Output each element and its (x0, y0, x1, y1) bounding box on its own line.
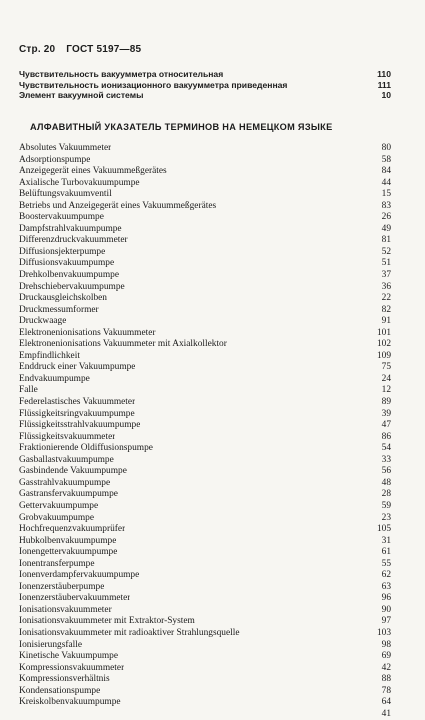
entry-number: 83 (381, 200, 391, 211)
entry-term: Absolutes Vakuummeter (19, 143, 112, 153)
list-item (19, 489, 391, 501)
entry-number: 80 (381, 143, 391, 153)
list-item (19, 536, 391, 548)
entry-term: Empfindlichkeit (19, 350, 80, 361)
entry-term: Diffusionsvakuumpumpe (19, 258, 115, 269)
entry-number: 49 (381, 223, 391, 234)
entry-term: Fraktionierende Öldiffusionspumpe (19, 443, 153, 454)
list-item (19, 189, 391, 201)
list-item (19, 212, 391, 224)
entry-term: Kondensationspumpe (19, 685, 101, 696)
list-item (19, 90, 391, 101)
section-title: АЛФАВИТНЫЙ УКАЗАТЕЛЬ ТЕРМИНОВ НА НЕМЕЦКОМ ЯЗЫКЕ (30, 122, 333, 132)
entry-number: 84 (381, 166, 391, 177)
list-item (19, 282, 391, 294)
entry-term: Ionentransferpumpe (19, 558, 95, 569)
page-label: Стр. 20 (19, 44, 56, 55)
entry-term: Flüssigkeitsringvakuumpumpe (19, 408, 135, 419)
list-item (19, 640, 391, 652)
list-item (19, 420, 391, 432)
list-item (19, 582, 391, 594)
list-item (19, 570, 391, 582)
entry-term: Hochfrequenzvakuumprüfer (19, 524, 126, 535)
entry-number: 48 (381, 477, 391, 488)
entry-number: 10 (381, 90, 391, 100)
entry-term: Axialische Turbovakuumpumpe (19, 177, 140, 188)
entry-term: Boostervakuumpumpe (19, 212, 104, 223)
entry-term: Diffusionsjekterpumpe (19, 246, 106, 257)
list-item (19, 628, 391, 640)
entry-number: 88 (381, 674, 391, 685)
entry-term: Druckmessumformer (19, 304, 99, 315)
list-item (19, 605, 391, 617)
list-item (19, 316, 391, 328)
list-item (19, 478, 391, 490)
entry-number: 90 (381, 604, 391, 615)
entry-number: 101 (376, 327, 391, 338)
entry-number: 98 (381, 639, 391, 650)
entry-number: 15 (381, 189, 391, 200)
entry-term: Gettervakuumpumpe (19, 500, 99, 511)
entry-number: 89 (381, 397, 391, 408)
list-item (19, 385, 391, 397)
list-item (19, 247, 391, 259)
entry-term: Чувствительность вакуумметра относительная (19, 69, 224, 79)
list-item (19, 547, 391, 559)
entry-term: Druckwaage (19, 316, 67, 327)
list-item (19, 616, 391, 628)
entry-number: 36 (381, 281, 391, 292)
standard-label: ГОСТ 5197—85 (66, 44, 142, 55)
entry-number: 69 (381, 651, 391, 662)
list-item (19, 501, 391, 513)
list-item (19, 69, 391, 80)
entry-number: 58 (381, 154, 391, 165)
entry-term: Kinetische Vakuumpumpe (19, 651, 119, 662)
entry-number: 91 (381, 316, 391, 327)
entry-term: Ionisationsvakuummeter mit Extraktor-System (19, 616, 195, 627)
entry-term: Drehschiebervakuumpumpe (19, 281, 125, 292)
entry-number: 86 (381, 431, 391, 442)
entry-number: 51 (381, 258, 391, 269)
entry-number: 78 (381, 685, 391, 696)
entry-number: 54 (381, 443, 391, 454)
entry-number: 39 (381, 408, 391, 419)
entry-term: Differenzdruckvakuummeter (19, 235, 128, 246)
entry-term: Ionisationsvakuummeter mit radioaktiver Strahlungsquelle (19, 627, 240, 638)
list-item (19, 224, 391, 236)
entry-number: 62 (381, 570, 391, 581)
top-entries (19, 69, 391, 101)
entry-term: Gasbindende Vakuumpumpe (19, 466, 127, 477)
entry-term: Anzeigegerät eines Vakuummeßgerätes (19, 166, 167, 177)
entry-number: 55 (381, 558, 391, 569)
list-item (19, 270, 391, 282)
entry-term: Flüssigkeitsstrahlvakuumpumpe (19, 420, 141, 431)
entry-term: Enddruck einer Vakuumpumpe (19, 362, 136, 373)
entry-term: Gasstrahlvakuumpumpe (19, 477, 111, 488)
entry-number: 75 (381, 362, 391, 373)
list-item (19, 235, 391, 247)
entry-number: 63 (381, 581, 391, 592)
entry-number: 47 (381, 420, 391, 431)
entry-number: 41 (381, 708, 391, 719)
list-item (19, 166, 391, 178)
entry-term: Druckausgleichskolben (19, 293, 107, 304)
entry-number: 37 (381, 270, 391, 281)
entry-number: 22 (381, 293, 391, 304)
entry-number: 28 (381, 489, 391, 500)
list-item (19, 305, 391, 317)
entry-term: Gasballastvakuumpumpe (19, 454, 114, 465)
entry-number: 31 (381, 535, 391, 546)
entry-number: 23 (381, 512, 391, 523)
list-item (19, 339, 391, 351)
entry-term: Flüssigkeitsvakuummeter (19, 431, 116, 442)
entry-term: Gastransfervakuumpumpe (19, 489, 118, 500)
entry-number: 42 (381, 662, 391, 673)
list-item (19, 559, 391, 571)
entry-term: Adsorptionspumpe (19, 154, 91, 165)
entry-number: 81 (381, 235, 391, 246)
entry-number: 111 (377, 79, 391, 90)
entry-term: Hubkolbenvakuumpumpe (19, 535, 117, 546)
list-item (19, 674, 391, 686)
entry-number: 96 (381, 593, 391, 604)
list-item (19, 513, 391, 525)
entry-term: Belüftungsvakuumventil (19, 189, 112, 200)
list-item (19, 709, 391, 720)
list-item (19, 663, 391, 675)
entry-term: Ionisationsvakuummeter (19, 604, 112, 615)
entry-term: Grobvakuumpumpe (19, 512, 94, 523)
entry-number: 97 (381, 616, 391, 627)
entry-term: Ionenzerstäuberpumpe (19, 581, 105, 592)
list-item (19, 409, 391, 421)
list-item (19, 293, 391, 305)
list-item (19, 686, 391, 698)
list-item (19, 201, 391, 213)
list-item (19, 80, 391, 91)
entry-number: 56 (381, 466, 391, 477)
entry-term: Falle (19, 385, 38, 396)
entry-number: 52 (381, 246, 391, 257)
list-item (19, 155, 391, 167)
entry-number: 44 (381, 177, 391, 188)
list-item (19, 143, 391, 155)
entry-number: 82 (381, 304, 391, 315)
entry-number: 64 (381, 697, 391, 708)
entry-number: 110 (377, 69, 391, 79)
entry-term: Ionenverdampfervakuumpumpe (19, 570, 140, 581)
entry-term: Kompressionsvakuummeter (19, 662, 125, 673)
entry-term: Dampfstrahlvakuumpumpe (19, 223, 122, 234)
list-item (19, 328, 391, 340)
entry-number: 59 (381, 500, 391, 511)
entry-term: Чувствительность ионизационного вакуумметра приведенная (19, 79, 288, 90)
index-list (19, 143, 391, 720)
list-item (19, 374, 391, 386)
list-item (19, 651, 391, 663)
page-header (19, 44, 149, 55)
entry-number: 109 (376, 350, 391, 361)
list-item (19, 443, 391, 455)
list-item (19, 697, 391, 709)
list-item (19, 397, 391, 409)
entry-term: Elektronenionisations Vakuummeter (19, 327, 156, 338)
entry-number: 24 (381, 373, 391, 384)
entry-number: 12 (381, 385, 391, 396)
list-item (19, 455, 391, 467)
entry-number: 102 (376, 339, 391, 350)
entry-number: 26 (381, 212, 391, 223)
list-item (19, 351, 391, 363)
entry-term: Elektronenionisations Vakuummeter mit Axialkollektor (19, 339, 227, 350)
entry-term: Betriebs und Anzeigegerät eines Vakuummeßgerätes (19, 200, 217, 211)
list-item (19, 258, 391, 270)
entry-number: 33 (381, 454, 391, 465)
entry-term: Элемент вакуумной системы (19, 90, 144, 100)
entry-number: 105 (376, 524, 391, 535)
entry-number: 61 (381, 547, 391, 558)
list-item (19, 593, 391, 605)
list-item (19, 362, 391, 374)
list-item (19, 466, 391, 478)
entry-term: Federelastisches Vakuummeter (19, 397, 136, 408)
list-item (19, 432, 391, 444)
entry-term: Drehkolbenvakuumpumpe (19, 270, 119, 281)
list-item (19, 178, 391, 190)
entry-term: Ionengettervakuumpumpe (19, 547, 118, 558)
entry-term: Ionisierungsfalle (19, 639, 83, 650)
entry-term: Ionenzerstäubervakuummeter (19, 593, 131, 604)
entry-term: Endvakuumpumpe (19, 373, 90, 384)
entry-term: Kompressionsverhältnis (19, 674, 110, 685)
list-item (19, 524, 391, 536)
entry-number: 103 (376, 627, 391, 638)
entry-term: Kreiskolbenvakuumpumpe (19, 697, 121, 708)
